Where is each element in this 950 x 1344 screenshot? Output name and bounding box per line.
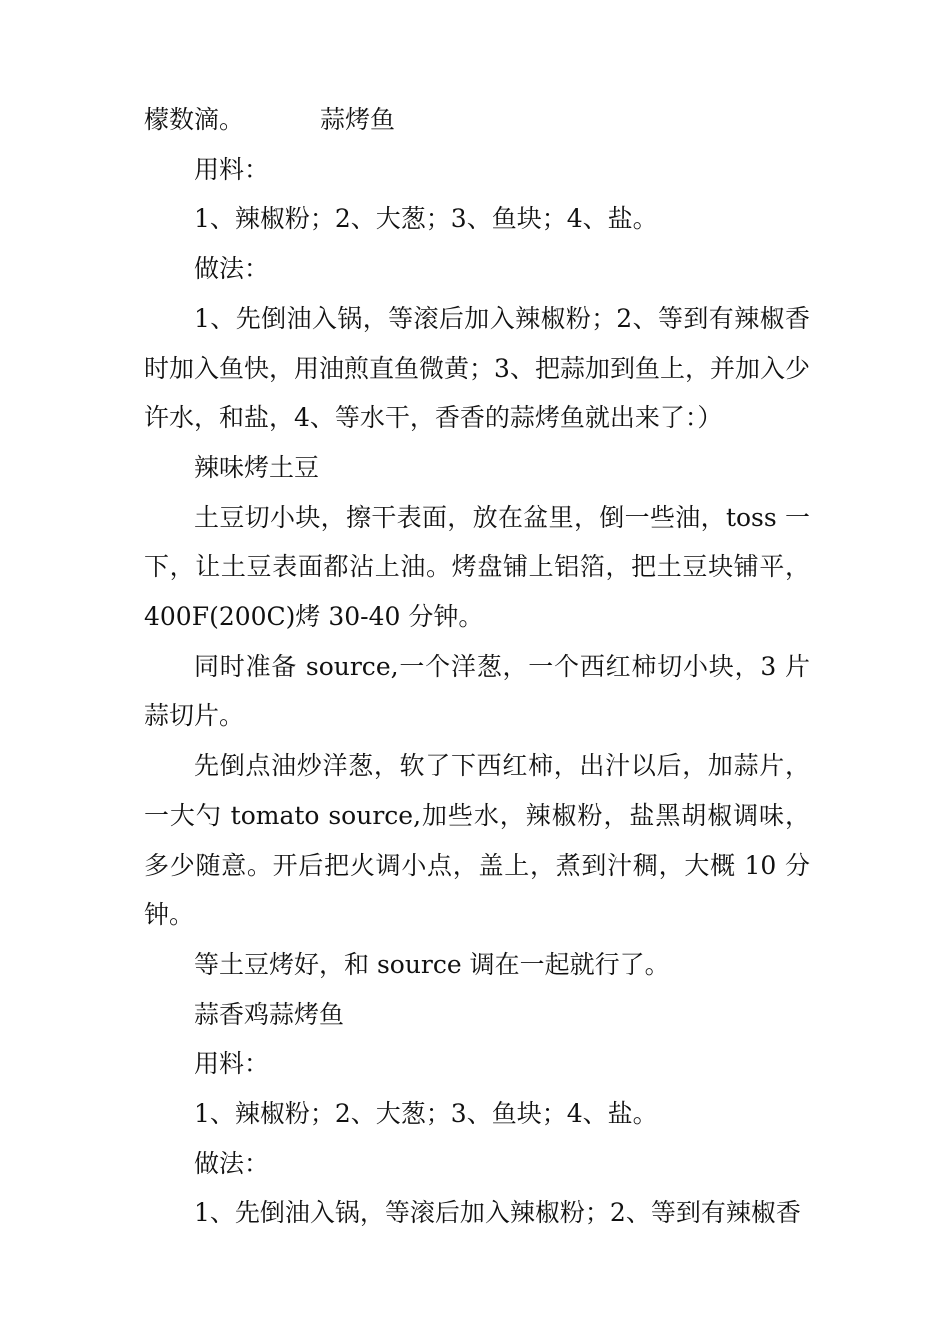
section-title: 蒜香鸡蒜烤鱼 (194, 999, 345, 1029)
method-label: 做法： (194, 1148, 270, 1178)
paragraph: 同时准备 source,一个洋葱，一个西红柿切小块，3 片蒜切片。 (144, 651, 810, 731)
paragraph: 土豆切小块，擦干表面，放在盆里，倒一些油，toss 一下，让土豆表面都沾上油。烤盘铺上铝箔，把土豆块铺平，400F(200C)烤 30-40 分钟。 (144, 502, 810, 632)
ingredients-label: 用料： (194, 1049, 270, 1079)
paragraph: 等土豆烤好，和 source 调在一起就行了。 (194, 949, 670, 979)
paragraph: 先倒点油炒洋葱，软了下西红柿，出汁以后，加蒜片，一大勺 tomato source,加些水，辣椒粉，盐黑胡椒调味，多少随意。开后把火调小点，盖上，煮到汁稠，大概 10 分钟。 (144, 751, 810, 930)
ingredients-list: 1、辣椒粉；2、大葱；3、鱼块；4、盐。 (194, 1099, 658, 1129)
method-text: 1、先倒油入锅，等滚后加入辣椒粉；2、等到有辣椒香 (194, 1198, 801, 1228)
section-title: 辣味烤土豆 (194, 452, 320, 482)
ingredients-label: 用料： (194, 154, 270, 184)
method-label: 做法： (194, 254, 270, 284)
ingredients-list: 1、辣椒粉；2、大葱；3、鱼块；4、盐。 (194, 204, 658, 234)
section-title: 蒜烤鱼 (320, 105, 396, 134)
paragraph (144, 95, 810, 145)
method-text: 1、先倒油入锅，等滚后加入辣椒粉；2、等到有辣椒香时加入鱼快，用油煎直鱼微黄；3、把蒜加到鱼上，并加入少许水，和盐，4、等水干，香香的蒜烤鱼就出来了：） (144, 303, 810, 433)
document-body (144, 95, 810, 1238)
paragraph-text: 檬数滴。 (144, 105, 245, 134)
